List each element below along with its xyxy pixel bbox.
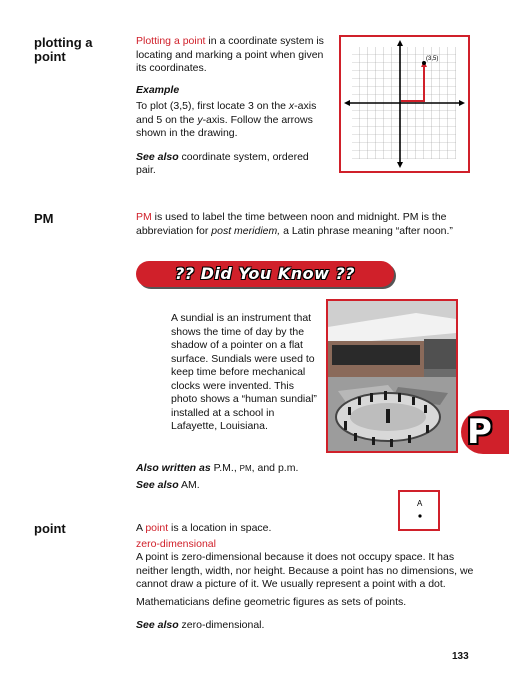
term-line-1: plotting a	[34, 35, 93, 50]
definition-head: point	[145, 522, 169, 534]
also-written-c: , and p.m.	[251, 462, 299, 474]
coordinate-graph	[341, 37, 468, 171]
see-also-label: See also	[136, 150, 179, 163]
pm-notes	[136, 462, 396, 492]
point-paragraph-2: Mathematicians define geometric figures as sets of points.	[136, 595, 407, 608]
see-also-text: coordinate system, ordered pair.	[136, 150, 309, 176]
example-text-2: -axis and 5 on the	[136, 100, 317, 126]
coordinate-graph-figure	[339, 35, 470, 173]
also-written-a: P.M.,	[210, 462, 240, 474]
example-x: x	[288, 100, 295, 112]
point-label: A	[417, 499, 423, 508]
did-you-know-banner	[136, 261, 394, 287]
y-axis-arrow-up-icon	[397, 40, 403, 46]
term-pm: PM	[34, 211, 54, 226]
example-text-3: -axis. Follow the arrows shown in the drawing.	[136, 113, 313, 139]
term-line-2: point	[34, 49, 66, 64]
also-written-label: Also written as	[136, 462, 211, 474]
section-letter: P	[467, 412, 492, 452]
also-written-b: PM	[239, 464, 252, 473]
plotting-definition	[136, 35, 326, 178]
term-plotting-a-point	[34, 36, 93, 64]
example-text-1: To plot (3,5), first locate 3 on the	[136, 100, 289, 112]
x-axis-arrow-right-icon	[459, 100, 465, 106]
example-y: y	[197, 113, 203, 126]
term-point: point	[34, 521, 66, 536]
definition-text: is a location in space.	[168, 522, 272, 534]
definition-text: in a coordinate system is locating and marking a point when given its coordinates.	[136, 35, 324, 74]
pm-definition	[136, 211, 476, 238]
see-also-label: See also	[136, 478, 179, 491]
point-label: (3,5)	[426, 56, 439, 62]
page-number: 133	[452, 651, 469, 662]
point-dot	[418, 514, 421, 517]
definition-head: PM	[136, 211, 152, 223]
section-letter-tab	[461, 410, 509, 454]
x-axis-arrow-left-icon	[344, 100, 350, 106]
example-label: Example	[136, 83, 180, 96]
see-also-label: See also	[136, 619, 179, 631]
definition-text-2: a Latin phrase meaning “after noon.”	[280, 224, 453, 237]
point-paragraph-1: A point is zero-dimensional because it does not occupy space. It has neither length, width, nor height. Because a point has no dimensions, we cannot draw a picture of it. We usually represent a point with a dot.	[136, 551, 474, 590]
sundial-photo	[326, 299, 458, 453]
y-axis-arrow-down-icon	[397, 162, 403, 168]
see-also-text: AM.	[178, 478, 200, 491]
latin-phrase: post meridiem,	[211, 224, 281, 237]
definition-text-1: is used to label the time between noon and midnight. PM is the abbreviation for	[136, 211, 447, 237]
did-you-know-title: ?? Did You Know ??	[174, 264, 356, 283]
point-definition	[136, 522, 474, 633]
see-also-text: zero-dimensional.	[178, 619, 265, 631]
definition-a: A	[136, 522, 146, 534]
sundial-text: A sundial is an instrument that shows the time of day by the shadow of a pointer on a flat surface. Sundials were used to keep time before mechanical clocks were invented. This photo shows a “human sundial” installed at a school in Lafayette, Louisiana.	[171, 312, 317, 432]
sundial-photo-image	[328, 301, 456, 451]
definition-head: Plotting a point	[136, 35, 206, 47]
subhead-zero-dimensional: zero-dimensional	[136, 537, 216, 550]
